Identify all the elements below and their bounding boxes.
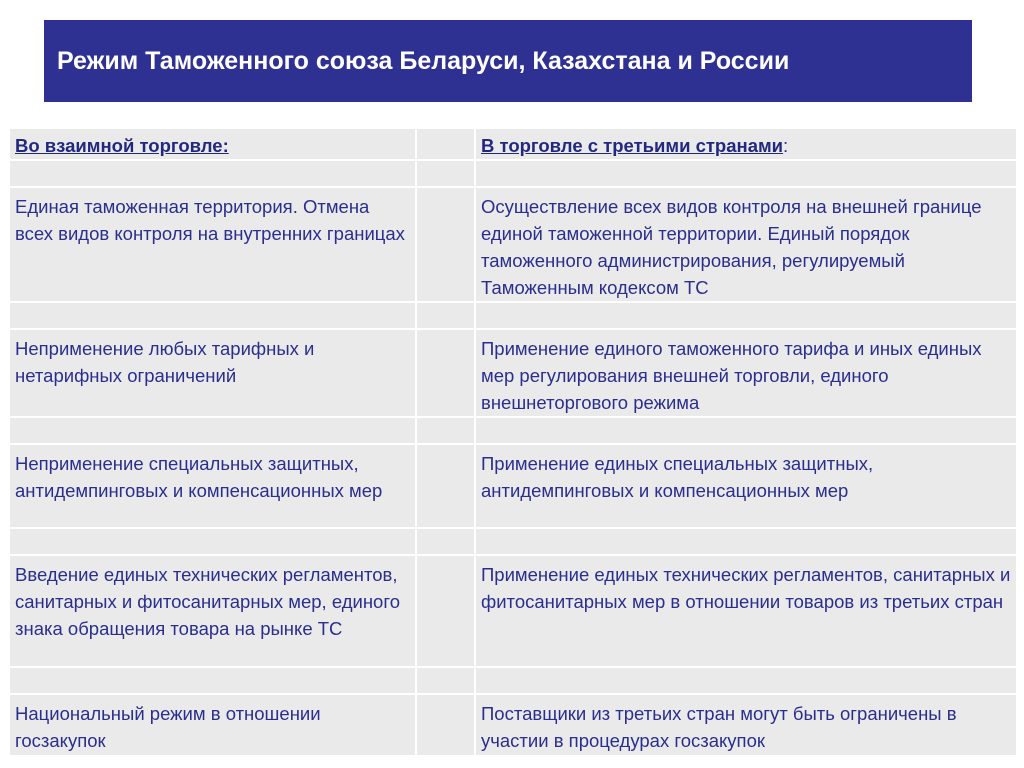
cell-third: Осуществление всех видов контроля на внешней границе единой таможенной территории. Единый порядок таможенного администрирования, регулируемый Таможенным кодексом ТС [475, 187, 1017, 302]
page-title: Режим Таможенного союза Беларуси, Казахстана и России [57, 46, 790, 75]
title-bar [44, 20, 972, 102]
cell-third: Применение единого таможенного тарифа и иных единых мер регулирования внешней торговли, единого внешнеторгового режима [475, 329, 1017, 417]
spacer-cell [416, 555, 475, 667]
cell-mutual: Единая таможенная территория. Отмена всех видов контроля на внутренних границах [9, 187, 416, 302]
table-row [9, 555, 1017, 667]
header-third-countries: В торговле с третьими странами [481, 135, 784, 156]
comparison-table [8, 127, 1018, 757]
spacer-row [9, 302, 1017, 329]
header-cell-right [475, 128, 1017, 160]
spacer-row [9, 160, 1017, 187]
cell-third: Поставщики из третьих стран могут быть ограничены в участии в процедурах госзакупок [475, 694, 1017, 756]
table-row [9, 694, 1017, 756]
table-row [9, 187, 1017, 302]
spacer-cell [416, 694, 475, 756]
spacer-cell [416, 128, 475, 160]
header-row [9, 128, 1017, 160]
header-colon: : [783, 135, 789, 156]
spacer-cell [416, 329, 475, 417]
spacer-row [9, 667, 1017, 694]
spacer-row [9, 528, 1017, 555]
table-row [9, 329, 1017, 417]
cell-mutual: Национальный режим в отношении госзакупок [9, 694, 416, 756]
cell-mutual: Введение единых технических регламентов, санитарных и фитосанитарных мер, единого знака обращения товара на рынке ТС [9, 555, 416, 667]
cell-third: Применение единых специальных защитных, антидемпинговых и компенсационных мер [475, 444, 1017, 528]
spacer-cell [416, 444, 475, 528]
cell-mutual: Неприменение специальных защитных, антидемпинговых и компенсационных мер [9, 444, 416, 528]
header-cell-left [9, 128, 416, 160]
cell-mutual: Неприменение любых тарифных и нетарифных ограничений [9, 329, 416, 417]
cell-third: Применение единых технических регламентов, санитарных и фитосанитарных мер в отношении товаров из третьих стран [475, 555, 1017, 667]
table-row [9, 444, 1017, 528]
spacer-cell [416, 187, 475, 302]
spacer-row [9, 417, 1017, 444]
header-mutual-trade: Во взаимной торговле: [15, 135, 229, 156]
